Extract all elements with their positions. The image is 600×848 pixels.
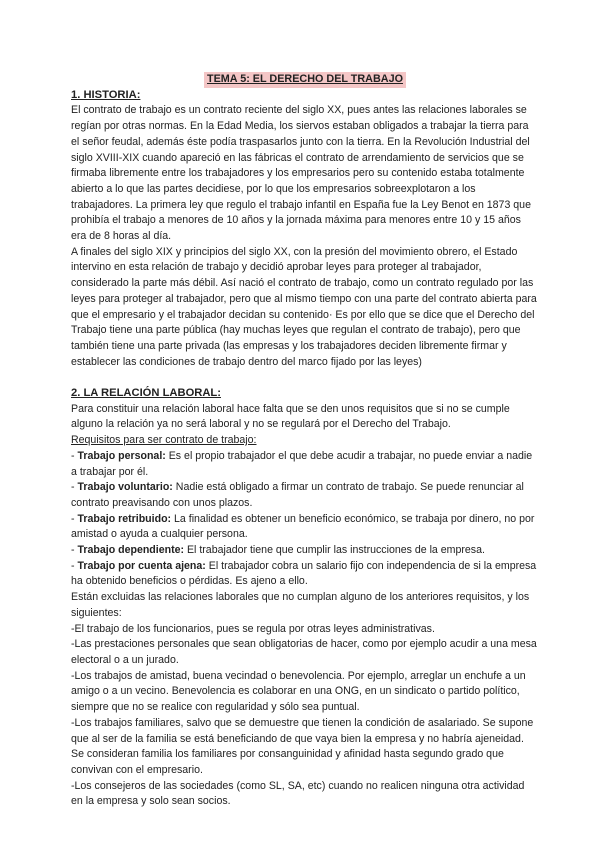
section-heading-relacion-laboral: 2. LA RELACIÓN LABORAL:: [71, 387, 221, 400]
document-body: [71, 72, 539, 810]
exclusion-item: -Los trabajos de amistad, buena vecindad o benevolencia. Por ejemplo, arreglar un enchufe a un amigo o a un vecino. Benevolencia es colaborar en una ONG, en un sindicato o partido político, siempre que no se realice con regularidad y sólo sea puntual.: [71, 669, 526, 714]
paragraph: Para constituir una relación laboral hace falta que se den unos requisitos que si no se cumple alguno la relación ya no será laboral y no se regulará por el Derecho del Trabajo.: [71, 402, 510, 431]
requirements-heading: Requisitos para ser contrato de trabajo:: [71, 434, 257, 447]
requirement-item: - Trabajo dependiente: El trabajador tiene que cumplir las instrucciones de la empresa.: [71, 544, 485, 557]
exclusion-item: -Los consejeros de las sociedades (como SL, SA, etc) cuando no realicen ninguna otra actividad en la empresa y solo sean socios.: [71, 779, 525, 808]
document-title: TEMA 5: EL DERECHO DEL TRABAJO: [204, 72, 406, 88]
spacer: [71, 370, 539, 386]
exclusion-item: -Las prestaciones personales que sean obligatorias de hacer, como por ejemplo acudir a una mesa electoral o a un jurado.: [71, 638, 537, 666]
paragraph: El contrato de trabajo es un contrato reciente del siglo XX, pues antes las relaciones laborales se regían por otras normas. En la Edad Media, los siervos estaban obligados a trabajar la tierra para el señor feudal, además éste podía traspasarlos junto con la tierra. En la Revolución Industrial del siglo XVIII-XIX cuando apareció en las fábricas el contrato de arrendamiento de servicios que se firmaba libremente entre los trabajadores y los empresarios pero su contenido estaba totalmente abierto a lo que las partes decidiese, por lo que los empresarios sobreexplotaron a los trabajadores. La primera ley que regulo el trabajo infantil en España fue la Ley Benot en 1873 que prohibía el trabajo a menores de 10 años y la jornada máxima para menores entre 10 y 15 años era de 8 horas al día.: [71, 104, 531, 243]
exclusion-item: -Los trabajos familiares, salvo que se demuestre que tienen la condición de asalariado. Se supone que al ser de la familia se está beneficiando de que vaya bien la empresa y no habría ajeneidad. Se consideran familia los familiares por consanguinidad y afinidad hasta segundo grado que convivan con el empresario.: [71, 716, 534, 776]
requirement-item: - Trabajo personal: Es el propio trabajador el que debe acudir a trabajar, no puede enviar a nadie a trabajar por él.: [71, 449, 533, 478]
requirement-item: - Trabajo voluntario: Nadie está obligado a firmar un contrato de trabajo. Se puede renunciar al contrato preavisando con unos plazos.: [71, 481, 524, 509]
requirement-item: - Trabajo retribuido: La finalidad es obtener un beneficio económico, se trabaja por dinero, no por amistad o ayuda a cualquier persona.: [71, 512, 535, 541]
requirement-item: - Trabajo por cuenta ajena: El trabajador cobra un salario fijo con independencia de si la empresa ha obtenido beneficios o pérdidas. Es ajeno a ello.: [71, 559, 537, 588]
paragraph: A finales del siglo XIX y principios del siglo XX, con la presión del movimiento obrero, el Estado intervino en esta relación de trabajo y decidió aprobar leyes para proteger al trabajador, considerado la parte más débil. Así nació el contrato de trabajo, como un contrato regulado por las leyes para proteger al trabajador, pero que al mismo tiempo con una parte del contrato abierta para que el empresario y el trabajador decidan su contenido· Es por ello que se dice que el Derecho del Trabajo tiene una parte pública (hay muchas leyes que regulan el contrato de trabajo), pero que también tiene una parte privada (las empresas y los trabajadores deciden libremente firmar y establecer las condiciones de trabajo dentro del marco fijado por las leyes): [71, 245, 537, 368]
exclusions-intro: Están excluidas las relaciones laborales que no cumplan alguno de los anteriores requisitos, y los siguientes:: [71, 591, 530, 619]
section-heading-historia: 1. HISTORIA:: [71, 88, 141, 101]
exclusion-item: -El trabajo de los funcionarios, pues se regula por otras leyes administrativas.: [71, 622, 435, 635]
